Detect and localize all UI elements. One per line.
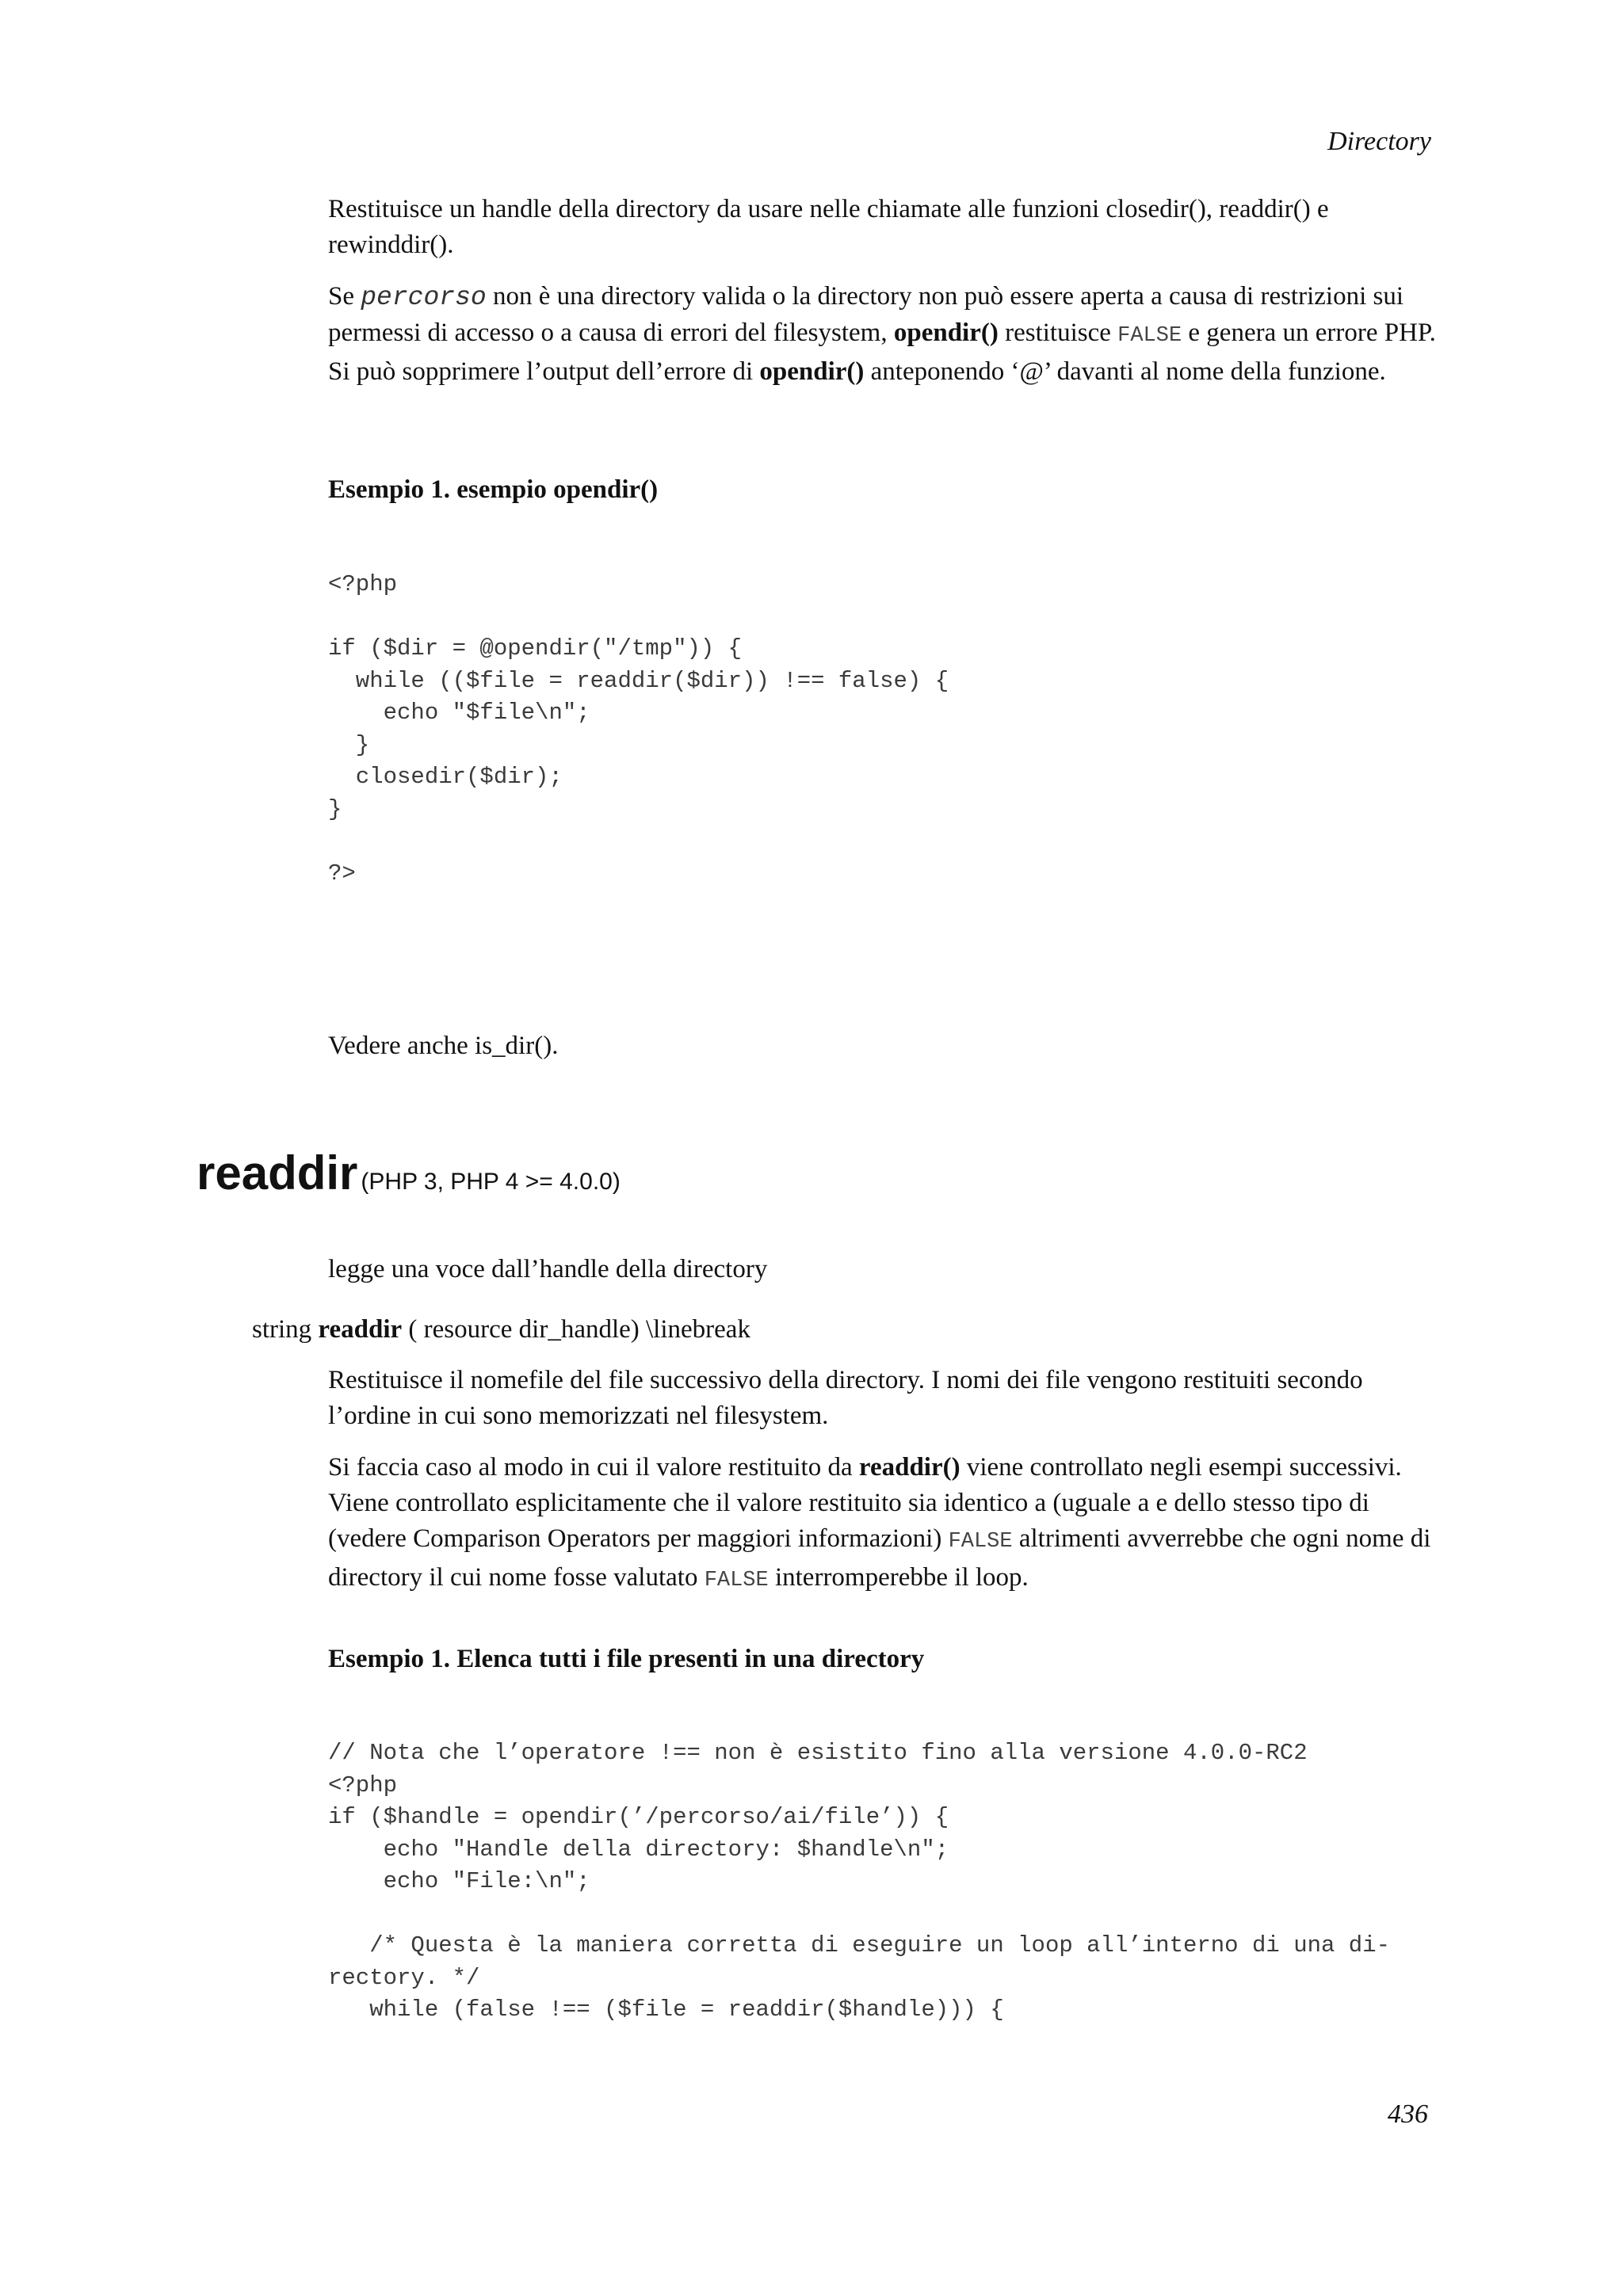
function-version: (PHP 3, PHP 4 >= 4.0.0)	[361, 1169, 621, 1195]
error-description-paragraph	[328, 279, 1438, 390]
function-reference: opendir()	[759, 357, 865, 386]
running-head: Directory	[1327, 127, 1431, 156]
function-reference: opendir()	[893, 318, 999, 347]
comparison-note-paragraph	[328, 1450, 1438, 1599]
false-constant: FALSE	[948, 1530, 1013, 1554]
synopsis-arguments: ( resource dir_handle) \linebreak	[402, 1315, 750, 1344]
return-description-paragraph: Restituisce il nomefile del file successivo della directory. I nomi dei file vengono restituiti secondo l’ordine in cui sono memorizzati nel filesystem.	[328, 1366, 1363, 1430]
text-run: restituisce	[998, 318, 1118, 347]
text-run: anteponendo ‘@’ davanti al nome della funzione.	[864, 357, 1386, 386]
text-run: Si faccia caso al modo in cui il valore restituito da	[328, 1453, 859, 1482]
text-run: Se	[328, 282, 361, 311]
synopsis-function-name: readdir	[318, 1315, 403, 1344]
function-heading	[197, 1146, 621, 1200]
function-short-description: legge una voce dall’handle della directory	[328, 1255, 768, 1283]
code-block-opendir-example: <?php if ($dir = @opendir("/tmp")) { while (($file = readdir($dir)) !== false) { echo "$file\n"; } closedir($dir); } ?>	[328, 571, 949, 887]
text-run: e genera un errore PHP. Si può sopprimere l’output dell’errore di	[328, 318, 1436, 386]
text-run: non è una directory valida o la directory non può essere aperta a causa di restrizioni sui permessi di accesso o a causa di errori del filesystem,	[328, 282, 1404, 347]
function-reference: readdir()	[858, 1453, 960, 1482]
example-title: Esempio 1. esempio opendir()	[328, 475, 659, 504]
false-constant: FALSE	[1117, 324, 1182, 348]
false-constant: FALSE	[704, 1569, 769, 1592]
function-synopsis	[252, 1315, 750, 1344]
example-title: Esempio 1. Elenca tutti i file presenti in una directory	[328, 1645, 925, 1673]
return-description-paragraph: Restituisce un handle della directory da usare nelle chiamate alle funzioni closedir(), readdir() e rewinddir().	[328, 195, 1329, 259]
return-type: string	[252, 1315, 312, 1344]
code-block-readdir-example: // Nota che l’operatore !== non è esistito fino alla versione 4.0.0-RC2 <?php if ($handle = opendir(’/percorso/ai/file’)) { echo "Handle della directory: $handle\n"; echo "File:\n"; /* Questa è la maniera corretta di eseguire un loop all’interno di una di- rectory. */ while (false !== ($file = readdir($handle))) {	[328, 1740, 1391, 2023]
page-number: 436	[1388, 2100, 1428, 2129]
parameter-percorso: percorso	[361, 283, 487, 312]
see-also: Vedere anche is_dir().	[328, 1032, 559, 1060]
text-run: altrimenti avverrebbe che ogni nome di directory il cui nome fosse valutato	[328, 1524, 1431, 1592]
text-run: viene controllato negli esempi successivi. Viene controllato esplicitamente che il valore restituito sia identico a (uguale a e dello stesso tipo di (vedere Comparison Operators per maggiori informazioni)	[328, 1453, 1402, 1553]
text-run: interromperebbe il loop.	[768, 1563, 1029, 1592]
function-name: readdir	[197, 1146, 358, 1199]
